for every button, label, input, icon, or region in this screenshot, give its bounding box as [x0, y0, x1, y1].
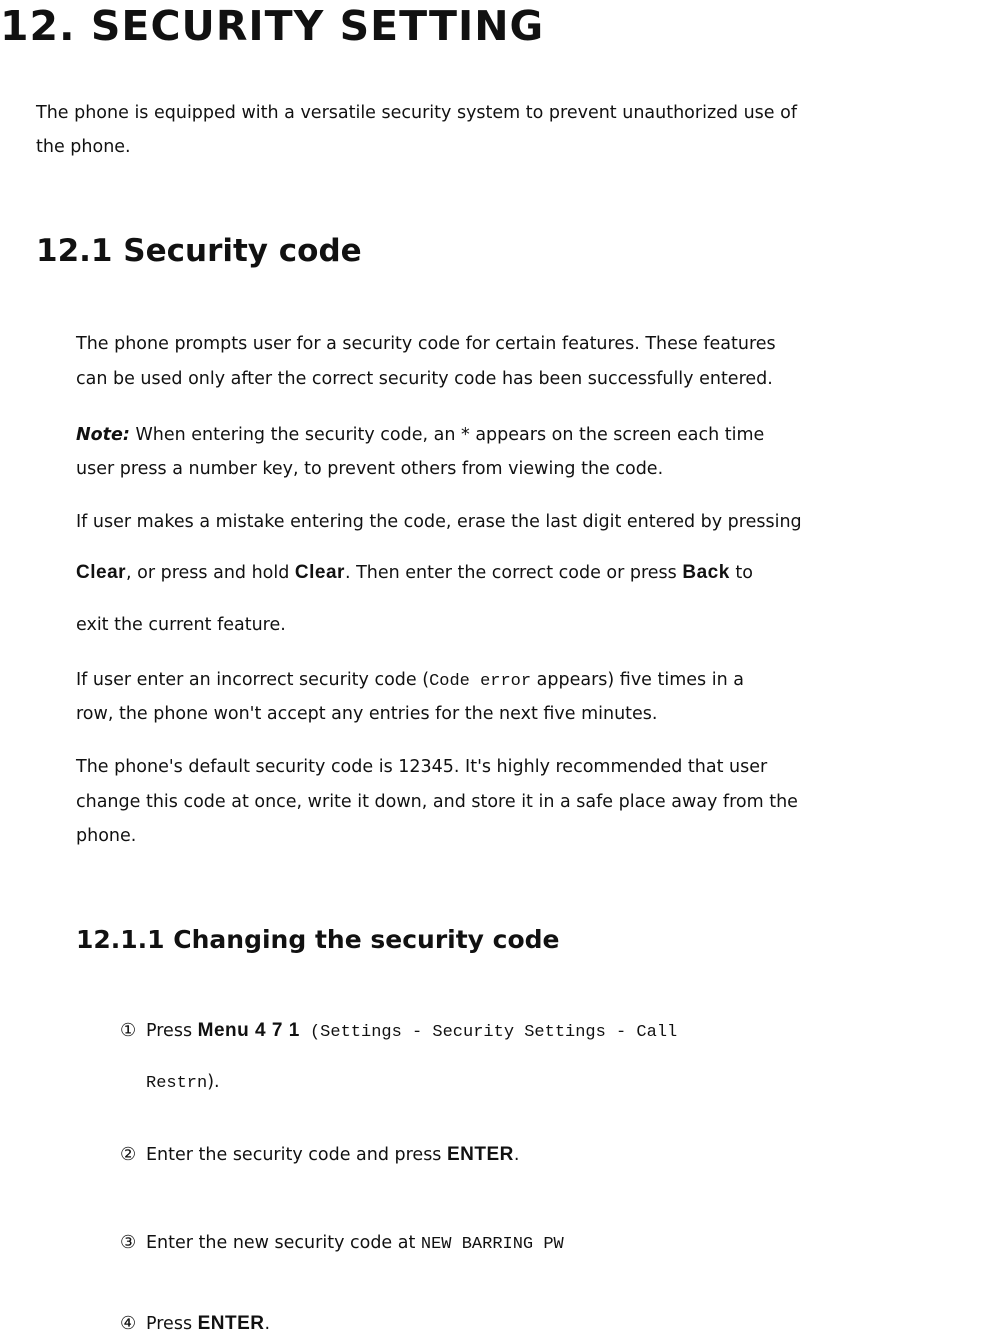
step-3-text: Enter the new security code at: [146, 1233, 421, 1253]
para3-text-b: . Then enter the correct code or press: [344, 563, 683, 583]
note-label: Note:: [76, 425, 130, 445]
para3-line-2: [76, 563, 753, 583]
menu-key-label: Menu 4 7 1: [197, 1020, 300, 1041]
step-1-path-end: Restrn: [146, 1074, 208, 1093]
note-line-2: user press a number key, to prevent others from viewing the code.: [76, 459, 664, 479]
para5-line-3: phone.: [76, 826, 137, 846]
step-2-text: Enter the security code and press: [146, 1145, 447, 1165]
step-1-marker: ①: [120, 1020, 137, 1041]
intro-line-2: the phone.: [36, 137, 131, 157]
step-1-continued: [146, 1072, 220, 1094]
enter-key-label-2: ENTER: [197, 1313, 265, 1334]
clear-key-label-2: Clear: [294, 562, 345, 583]
para4-line-1: [76, 670, 744, 692]
intro-line-1: The phone is equipped with a versatile security system to prevent unauthorized use of: [36, 103, 797, 123]
enter-key-label: ENTER: [447, 1144, 514, 1165]
step-1-path: (Settings - Security Settings - Call: [299, 1023, 678, 1042]
note-text: When entering the security code, an * appears on the screen each time: [129, 425, 765, 445]
para3-line-3: exit the current feature.: [76, 615, 286, 635]
para4-text-b: appears) five times in a: [531, 670, 744, 690]
step-2-text-end: .: [513, 1145, 520, 1165]
subsection-title: 12.1.1 Changing the security code: [76, 925, 560, 954]
para3-line-1: If user makes a mistake entering the code, erase the last digit entered by pressing: [76, 512, 802, 532]
code-error-label: Code error: [429, 672, 532, 691]
para4-line-2: row, the phone won't accept any entries for the next five minutes.: [76, 704, 658, 724]
para4-text-a: If user enter an incorrect security code (: [76, 670, 430, 690]
para1-line-2: can be used only after the correct security code has been successfully entered.: [76, 369, 773, 389]
step-2-marker: ②: [120, 1144, 137, 1165]
step-1-text: Press: [146, 1021, 198, 1041]
step-4-text-end: .: [264, 1314, 271, 1334]
page-title: 12. SECURITY SETTING: [0, 2, 545, 50]
para5-line-1: The phone's default security code is 12345. It's highly recommended that user: [76, 757, 768, 777]
step-4: [120, 1314, 270, 1334]
clear-key-label: Clear: [76, 562, 127, 583]
note-line-1: [76, 425, 764, 445]
step-1-text-end: ).: [207, 1072, 220, 1092]
back-key-label: Back: [682, 562, 730, 583]
new-barring-pw-label: NEW BARRING PW: [420, 1235, 564, 1254]
section-title: 12.1 Security code: [36, 233, 362, 269]
para5-line-2: change this code at once, write it down, and store it in a safe place away from the: [76, 792, 798, 812]
step-1: [120, 1021, 677, 1043]
para1-line-1: The phone prompts user for a security code for certain features. These features: [76, 334, 776, 354]
step-3-marker: ③: [120, 1232, 137, 1253]
step-4-marker: ④: [120, 1313, 137, 1334]
step-2: [120, 1145, 519, 1165]
para3-text-a: , or press and hold: [126, 563, 295, 583]
para3-text-c: to: [729, 563, 753, 583]
step-4-text: Press: [146, 1314, 198, 1334]
step-3: [120, 1233, 564, 1255]
